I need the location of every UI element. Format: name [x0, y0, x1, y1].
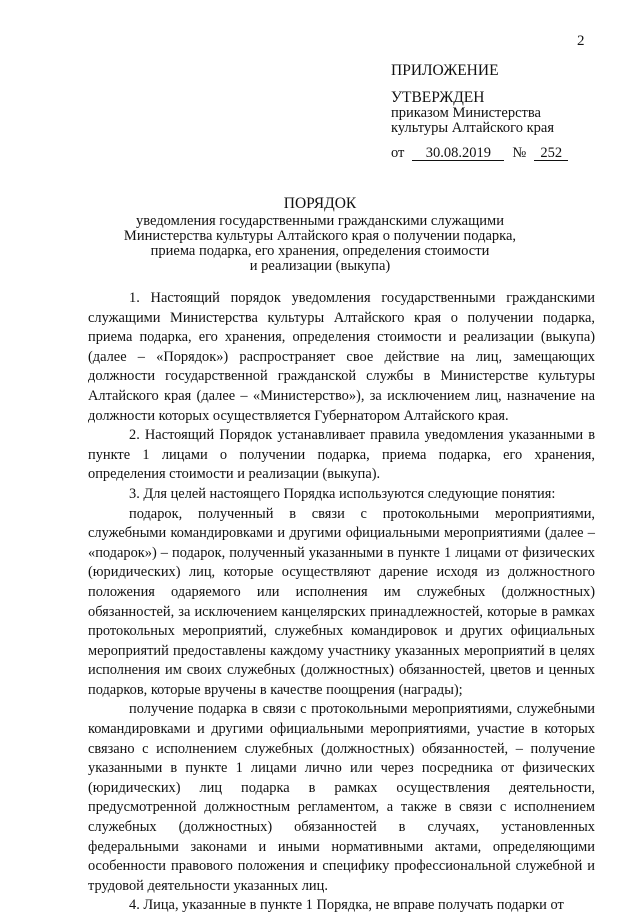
order-reference: [391, 145, 621, 162]
definition-gift-receipt: получение подарка в связи с протокольными мероприятиями, служебными командировками и другими официальными мероприятиями, участие в которых связано с исполнением служебных (должностных) обязанностей, – получение указанными в пункте 1 лицами лично или через посредника от физических (юридических) лиц подарка в рамках осуществления деятельности, предусмотренной должностным регламентом, а также в связи с исполнением служебных (должностных) обязанностей в случаях, установленных федеральными законами и иными нормативными актами, определяющими особенности правового положения и специфику профессиональной служебной и трудовой деятельности указанных лиц.: [88, 701, 595, 894]
date-prefix: от: [391, 145, 405, 161]
appendix-block: [391, 62, 621, 162]
page-number: 2: [577, 33, 585, 49]
number-prefix: №: [512, 145, 527, 161]
document-title: ПОРЯДОК: [283, 195, 357, 212]
paragraph-3: 3. Для целей настоящего Порядка используются следующие понятия:: [129, 485, 556, 502]
document-body: [88, 289, 595, 916]
appendix-title: ПРИЛОЖЕНИЕ: [391, 62, 499, 79]
order-date: 30.08.2019: [412, 146, 504, 161]
order-number: 252: [534, 146, 568, 161]
approved-by-line-2: культуры Алтайского края: [391, 120, 555, 136]
heading-line: и реализации (выкупа): [249, 258, 391, 274]
definition-gift: подарок, полученный в связи с протокольными мероприятиями, служебными командировками и другими официальными мероприятиями (далее – «подарок») – подарок, полученный указанными в пункте 1 лицами от физических (юридических) лиц, которые осуществляют дарение исходя из должностного положения одаряемого или исполнения им служебных (должностных) обязанностей, за исключением канцелярских принадлежностей, которые в рамках протокольных мероприятий, служебных командировок и других официальных мероприятий предоставлены каждому участнику указанных мероприятий в целях исполнения им своих служебных (должностных) обязанностей, цветов и ценных подарков, которые вручены в качестве поощрения (награды);: [88, 505, 595, 698]
document-heading: [120, 196, 520, 274]
paragraph-4: 4. Лица, указанные в пункте 1 Порядка, не вправе получать подарки от: [129, 897, 564, 914]
paragraph-1: 1. Настоящий порядок уведомления государственными гражданскими служащими Министерства культуры Алтайского края о получении подарка, приема подарка, его хранения, определения стоимости и реализации (выкупа) (далее – «Порядок») распространяет свое действие на лиц, замещающих должности государственной гражданской службы в Министерстве культуры Алтайского края (далее – «Министерство»), за исключением лиц, назначение на должности которых осуществляется Губернатором Алтайского края.: [88, 290, 595, 424]
approved-by-line-1: приказом Министерства: [391, 105, 541, 121]
approved-label: УТВЕРЖДЕН: [391, 89, 485, 106]
heading-line: приема подарка, его хранения, определения стоимости: [150, 243, 490, 259]
heading-line: Министерства культуры Алтайского края о получении подарка,: [123, 228, 517, 244]
heading-line: уведомления государственными гражданскими служащими: [136, 213, 504, 229]
paragraph-2: 2. Настоящий Порядок устанавливает правила уведомления указанными в пункте 1 лицами о получении подарка, приема подарка, его хранения, определения стоимости и реализации (выкупа).: [88, 427, 595, 483]
